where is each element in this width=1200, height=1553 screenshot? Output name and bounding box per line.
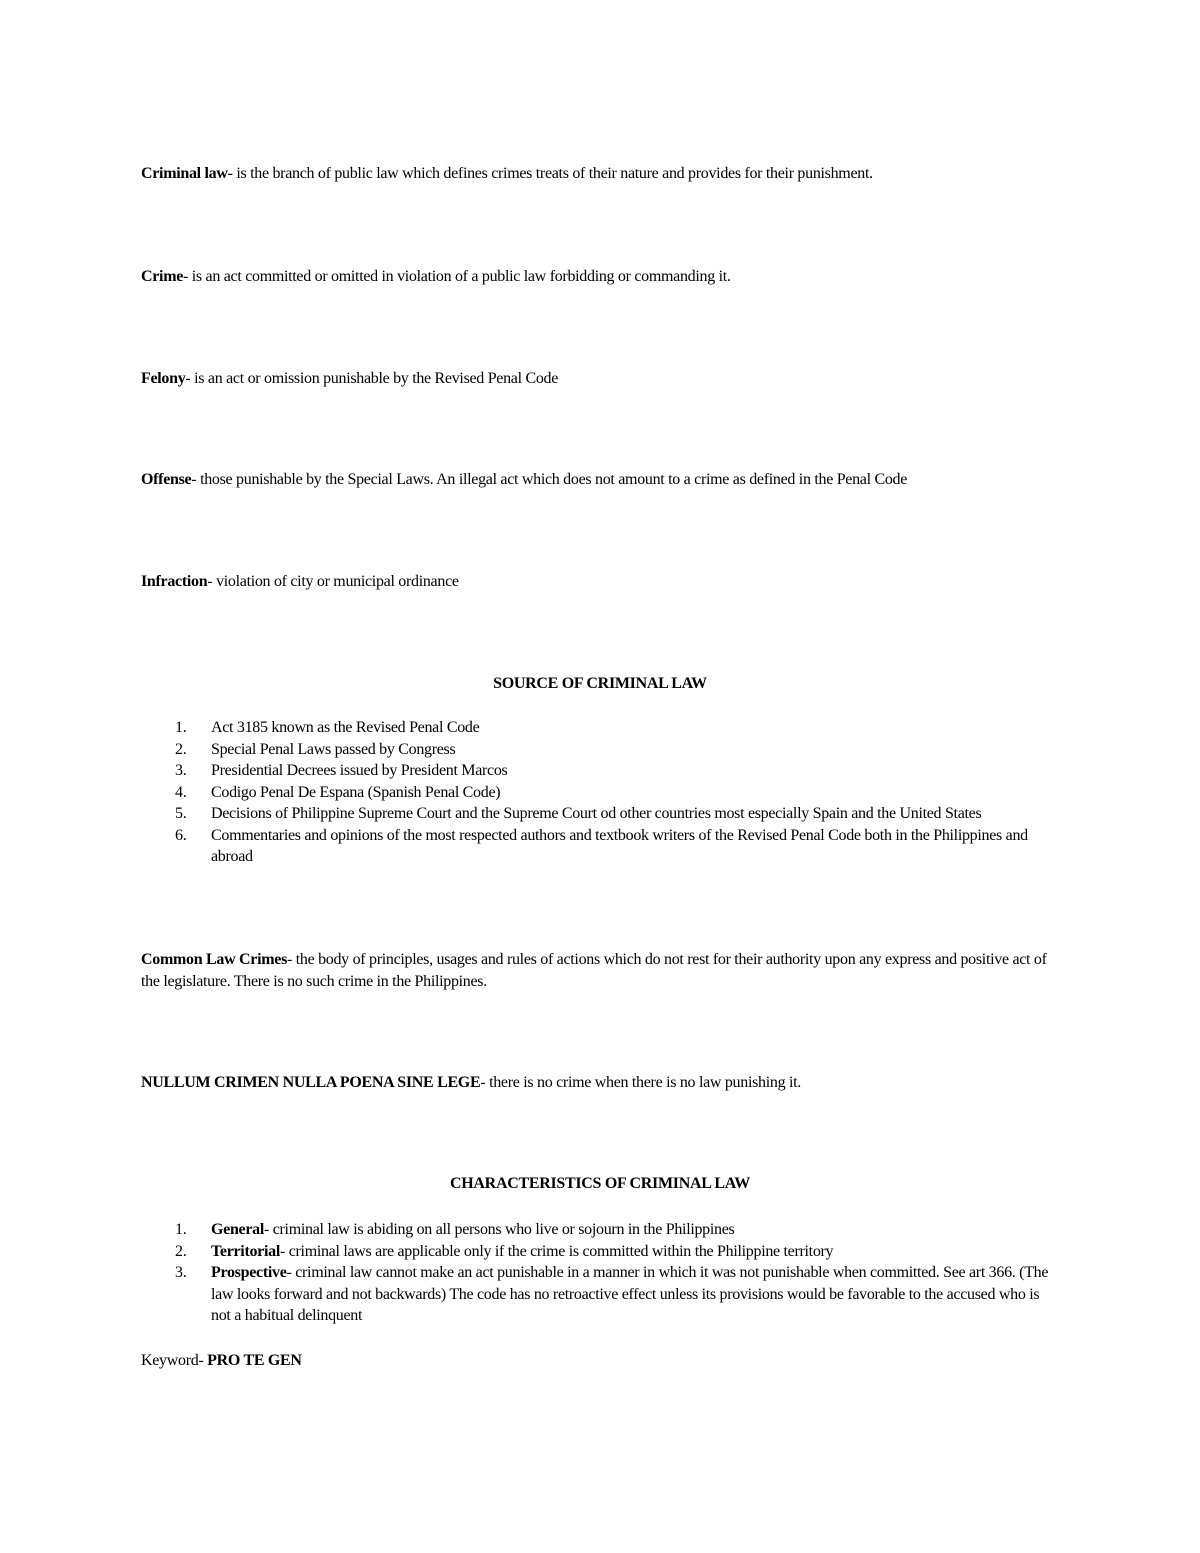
definition-common-law-crimes [141,949,1061,993]
definition-text: - violation of city or municipal ordinance [207,573,459,590]
list-number: 3. [175,1264,187,1281]
definition-text: - those punishable by the Special Laws. An illegal act which does not amount to a crime as defined in the Penal Code [191,471,908,488]
list-item [141,1219,1061,1241]
list-term: Prospective [211,1264,287,1281]
definition-criminal-law [141,163,1061,185]
keyword-line [141,1350,1061,1372]
definition-text: - is an act or omission punishable by the Revised Penal Code [185,370,559,387]
definition-infraction [141,571,1061,593]
list-item [141,803,1061,825]
list-item [141,1262,1061,1327]
definition-text: - is the branch of public law which defines crimes treats of their nature and provides for their punishment. [227,165,873,182]
list-item [141,739,1061,761]
definition-text: - is an act committed or omitted in violation of a public law forbidding or commanding it. [183,268,731,285]
list-text: Decisions of Philippine Supreme Court and the Supreme Court od other countries most especially Spain and the United States [211,805,982,822]
list-text: - criminal law is abiding on all persons who live or sojourn in the Philippines [264,1221,735,1238]
list-number: 3. [175,762,187,779]
definition-term: Infraction [141,573,208,590]
list-item [141,717,1061,739]
definition-term: Common Law Crimes [141,951,287,968]
list-number: 5. [175,805,187,822]
definition-crime [141,266,1061,288]
list-text: Presidential Decrees issued by President Marcos [211,762,508,779]
definition-offense [141,469,1061,491]
list-number: 6. [175,826,187,844]
definition-term: Felony [141,370,186,387]
definition-term: Criminal law [141,165,228,182]
list-text: - criminal law cannot make an act punishable in a manner in which it was not punishable when committed. See art 366. (The law looks forward and not backwards) The code has no retroactive effect unless its provisions would be favorable to the accused who is not a habitual delinquent [211,1264,1049,1324]
section-heading-source: SOURCE OF CRIMINAL LAW [493,675,707,692]
list-item [141,1241,1061,1263]
list-number: 1. [175,1221,187,1238]
definition-nullum-crimen [141,1072,1061,1094]
list-text: - criminal laws are applicable only if the crime is committed within the Philippine territory [279,1242,834,1260]
list-number: 2. [175,1242,187,1260]
list-number: 4. [175,783,187,801]
definition-text: - there is no crime when there is no law punishing it. [480,1074,801,1091]
section-heading-characteristics: CHARACTERISTICS OF CRIMINAL LAW [450,1175,750,1192]
list-item [141,782,1061,804]
list-text: Special Penal Laws passed by Congress [211,740,456,758]
list-text: Commentaries and opinions of the most respected authors and textbook writers of the Revised Penal Code both in the Philippines and abroad [211,826,1028,865]
definition-felony [141,368,1061,390]
source-list [141,717,1061,868]
definition-term: Crime [141,268,184,285]
list-number: 1. [175,719,187,736]
list-term: Territorial [211,1242,280,1260]
definition-term: Offense [141,471,192,488]
keyword-value: PRO TE GEN [207,1352,302,1369]
characteristics-list [141,1219,1061,1327]
list-number: 2. [175,740,187,758]
list-term: General [211,1221,264,1238]
definition-text: - the body of principles, usages and rules of actions which do not rest for their authority upon any express and positive act of the legislature. There is no such crime in the Philippines. [141,951,1047,990]
list-text: Act 3185 known as the Revised Penal Code [211,719,480,736]
keyword-label: Keyword- [141,1352,204,1369]
definition-term: NULLUM CRIMEN NULLA POENA SINE LEGE [141,1074,481,1091]
list-text: Codigo Penal De Espana (Spanish Penal Code) [211,783,501,801]
list-item [141,760,1061,782]
list-item [141,825,1061,868]
